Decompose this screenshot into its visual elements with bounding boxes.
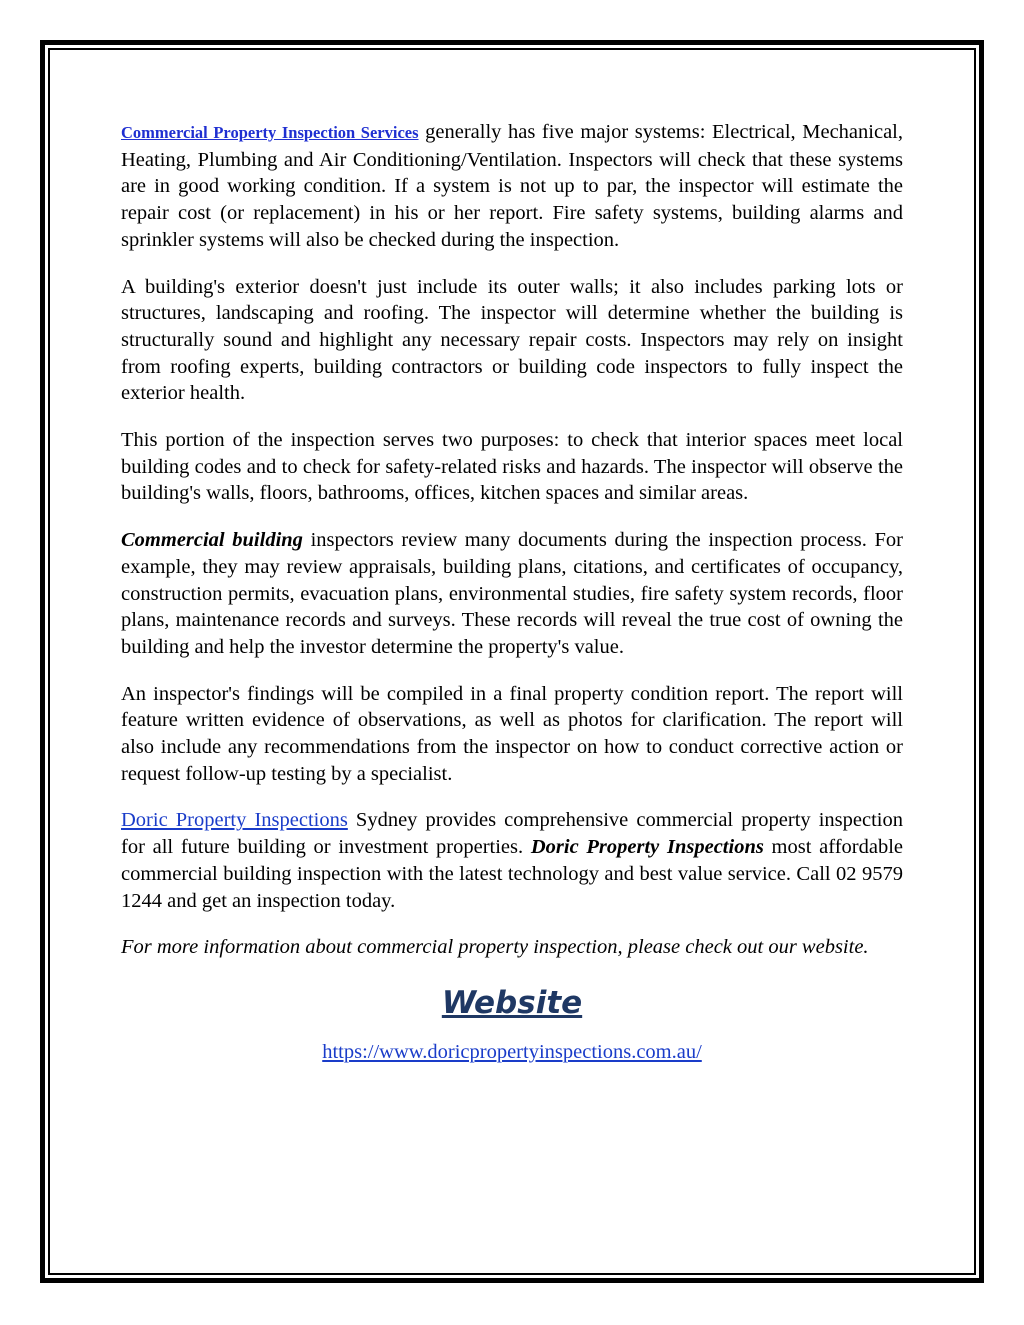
paragraph-more-info (121, 934, 903, 961)
website-heading: Website (441, 984, 583, 1021)
paragraph-documents (121, 527, 903, 661)
doric-emphasis: Doric Property Inspections (530, 836, 764, 859)
paragraph-major-systems (121, 119, 903, 254)
paragraph-text: An inspector's findings will be compiled in a final property condition report. The report will feature written evidence of observations, as well as photos for clarification. The report will also include any recommendations from the inspector on how to conduct corrective action or request follow-up testing by a specialist. (121, 682, 903, 785)
paragraph-text: generally has five major systems: Electrical, Mechanical, Heating, Plumbing and Air Conditioning/Ventilation. Inspectors will check that these systems are in good working condition. If a system is not up to par, the inspector will estimate the repair cost (or replacement) in his or her report. Fire safety systems, building alarms and sprinkler systems will also be checked during the inspection. (121, 121, 903, 251)
paragraph-text: Sydney provides comprehensive commercial property inspection for all future building or investment properties. (121, 809, 903, 859)
paragraph-doric-sydney (121, 807, 903, 914)
commercial-property-inspection-services-link[interactable]: Commercial Property Inspection Services (121, 123, 419, 142)
paragraph-text: most affordable commercial building inspection with the latest technology and best value service. Call 02 9579 1244 and get an inspection today. (121, 836, 903, 912)
paragraph-text: This portion of the inspection serves two purposes: to check that interior spaces meet local building codes and to check for safety-related risks and hazards. The inspector will observe the building's walls, floors, bathrooms, offices, kitchen spaces and similar areas. (121, 429, 903, 505)
commercial-building-emphasis: Commercial building (121, 529, 303, 552)
paragraph-findings (121, 681, 903, 788)
website-url-line (121, 1039, 903, 1066)
website-url-link[interactable]: https://www.doricpropertyinspections.com.au/ (322, 1040, 702, 1063)
paragraph-exterior (121, 274, 903, 408)
document-body (121, 119, 903, 1066)
paragraph-text: For more information about commercial property inspection, please check out our website. (121, 936, 869, 959)
doric-property-inspections-link[interactable]: Doric Property Inspections (121, 809, 348, 832)
paragraph-text: A building's exterior doesn't just include its outer walls; it also includes parking lots or structures, landscaping and roofing. The inspector will determine whether the building is structurally sound and highlight any necessary repair costs. Inspectors may rely on insight from roofing experts, building contractors or building code inspectors to fully inspect the exterior health. (121, 275, 903, 405)
paragraph-text: inspectors review many documents during the inspection process. For example, they may review appraisals, building plans, citations, and certificates of occupancy, construction permits, evacuation plans, environmental studies, fire safety system records, floor plans, maintenance records and surveys. These records will reveal the true cost of owning the building and help the investor determine the property's value. (121, 529, 903, 658)
paragraph-interior (121, 427, 903, 507)
